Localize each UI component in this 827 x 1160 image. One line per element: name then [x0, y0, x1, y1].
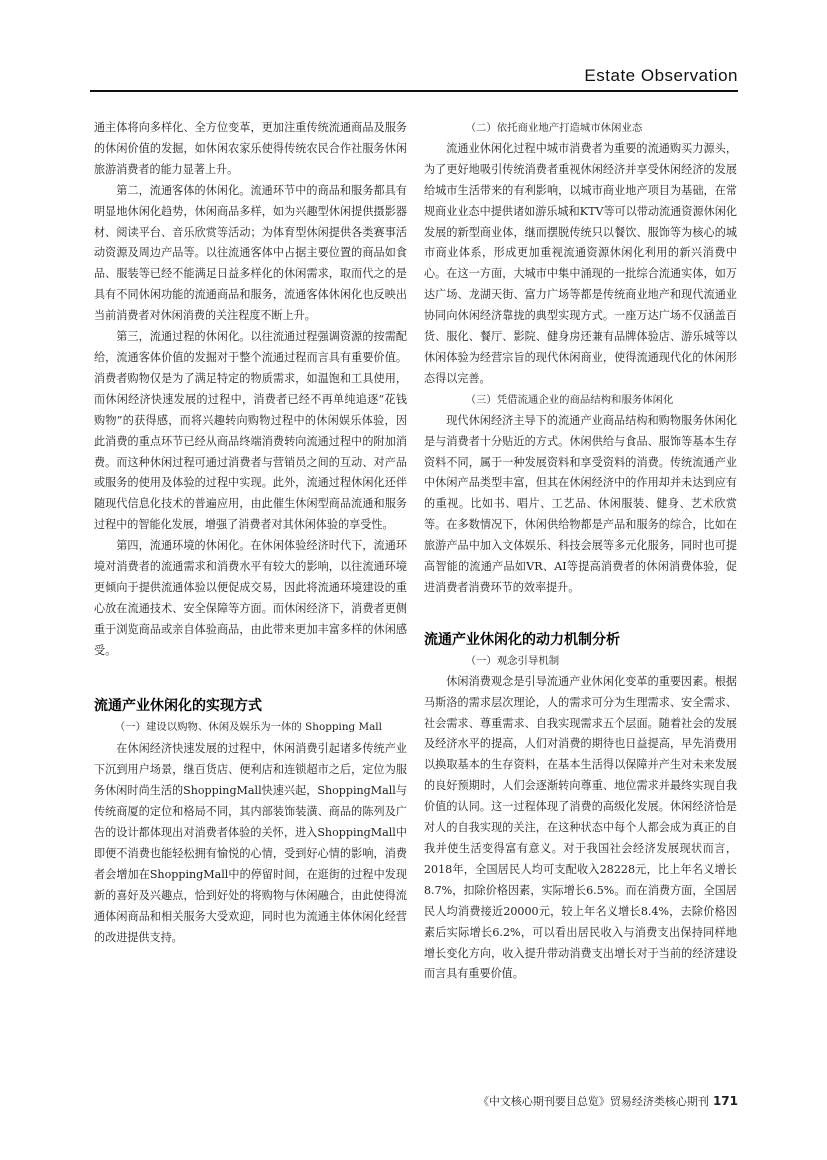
paragraph-flow-object: 第二，流通客体的休闲化。流通环节中的商品和服务都具有明显地休闲化趋势，休闲商品多样，如为兴趣型休闲提供摄影器材、阅读平台、音乐欣赏等活动；为体育型休闲提供各类赛事活动资源及周边产品等。以往流通客体中占据主要位置的商品如食品、服装等已经不能满足日益多样化的休闲需求，取而代之的是具有不同休闲功能的流通商品和服务，流通客体休闲化也反映出当前消费者对休闲消费的关注程度不断上升。: [94, 183, 407, 323]
journal-section-title: Estate Observation: [584, 66, 738, 85]
paragraph-shopping-mall: 在休闲经济快速发展的过程中，休闲消费引起诸多传统产业下沉到用户场景，继百货店、便利店和连锁超市之后，定位为服务休闲时尚生活的ShoppingMall快速兴起，ShoppingMall与传统商厦的定位和格局不同，其内部装饰装潢、商品的陈列及广告的设计都体现出对消费者体验的关怀，进入ShoppingMall中即便不消费也能轻松拥有愉悦的心情，受到好心情的影响，消费者会增加在ShoppingMall中的停留时间，在逛街的过程中发现新的喜好及兴趣点，恰到好处的将购物与休闲融合，由此使得流通体闲商品和相关服务大受欢迎，同时也为流通主体休闲化经营的改进提供支持。: [94, 742, 407, 944]
journal-citation: 《中文核心期刊要目总览》贸易经济类核心期刊: [477, 1095, 709, 1108]
paragraph-concept-guidance: 休闲消费观念是引导流通产业休闲化变革的重要因素。根据马斯洛的需求层次理论，人的需求可分为生理需求、安全需求、社会需求、尊重需求、自我实现需求五个层面。随着社会的发展及经济水平的提高，人们对消费的期待也日益提高，早先消费用以换取基本的生存资料，在基本生活得以保障并产生对未来发展的良好预期时，人们会逐渐转向尊重、地位需求并最终实现自我价值的认同。这一过程体现了消费的高级化发展。休闲经济恰是对人的自我实现的关注，在这种状态中每个人都会成为真正的自我并使生活变得富有意义。对于我国社会经济发展现状而言，2018年，全国居民人均可支配收入28228元，比上年名义增长8.7%，扣除价格因素，实际增长6.5%。而在消费方面，全国居民人均消费接近20000元，较上年名义增长8.4%，去除价格因素后实际增长6.2%，可以看出居民收入与消费支出保持同样地增长变化方向，收入提升带动消费支出增长对于当前的经济建设而言具有重要价值。: [424, 674, 737, 981]
subheading-concept-guidance: （一）观念引导机制: [465, 654, 560, 667]
paragraph-flow-process: 第三，流通过程的休闲化。以往流通过程强调资源的按需配给，流通客体价值的发掘对于整个流通过程而言具有重要价值。消费者购物仅是为了满足特定的物质需求，如温饱和工具使用，而休闲经济快速发展的过程中，消费者已经不再单纯追逐“花钱购物”的获得感，而将兴趣转向购物过程中的休闲娱乐体验，因此消费的重点环节已经从商品终端消费转向流通过程中的附加消费。而这种休闲过程可通过消费者与营销员之间的互动、对产品或服务的使用及体验的过程中实现。此外，流通过程休闲化还伴随现代信息化技术的普遍应用，由此催生休闲型商品流通和服务过程中的智能化发展，增强了消费者对其休闲体验的享受性。: [94, 330, 407, 532]
subheading-commercial-real-estate: （二）依托商业地产打造城市休闲业态: [465, 122, 643, 134]
paragraph-flow-environment: 第四，流通环境的休闲化。在休闲体验经济时代下，流通环境对消费者的流通需求和消费水平有较大的影响，以往流通环境更倾向于提供流通体验以便促成交易，因此将流通环境建设的重心放在流通技术、安全保障等方面。而休闲经济下，消费者更侧重于浏览商品或亲自体验商品，由此带来更加丰富多样的休闲感受。: [94, 539, 407, 657]
paragraph-continuation: 通主体将向多样化、全方位变革，更加注重传统流通商品及服务的休闲价值的发掘，如休闲农家乐使得传统农民合作社服务休闲旅游消费者的能力显著上升。: [94, 121, 407, 176]
section-heading-implementation: 流通产业休闲化的实现方式: [94, 697, 262, 714]
header-rule: [90, 90, 738, 92]
section-gap: [424, 599, 737, 629]
subheading-product-structure: （三）凭借流通企业的商品结构和服务体闲化: [465, 393, 674, 406]
paragraph-commercial-real-estate: 流通业休闲化过程中城市消费者为重要的流通购买力源头，为了更好地吸引传统消费者重视休闲经济并享受休闲经济的发展给城市生活带来的有利影响，以城市商业地产项目为基础，在常规商业业态中提供诸如游乐城和KTV等可以带动流通资源休闲化发展的新型商业体，继而摆脱传统只以餐饮、服饰等为核心的城市商业体系，形成更加重视流通资源休闲化利用的新兴消费中心。在这一方面，大城市中集中涌现的一批综合流通实体，如万达广场、龙湖天街、富力广场等都是传统商业地产和现代流通业协同向休闲经济靠拢的典型实现方式。一座万达广场不仅涵盖百货、服化、餐厅、影院、健身房还兼有品牌体验店、游乐城等以休闲体验为经营宗旨的现代休闲商业，使得流通现代化的休闲形态得以完善。: [424, 141, 737, 385]
section-heading-dynamics: 流通产业休闲化的动力机制分析: [424, 631, 620, 648]
subheading-shopping-mall: （一）建设以购物、休闲及娱乐为一体的 Shopping Mall: [114, 720, 382, 733]
left-column: [94, 118, 407, 949]
right-column: [424, 118, 737, 985]
section-gap: [94, 662, 407, 695]
paragraph-product-structure: 现代休闲经济主导下的流通产业商品结构和购物服务休闲化是与消费者十分贴近的方式。休闲供给与食品、服饰等基本生存资料不同，属于一种发展资料和享受资料的消费。传统流通产业中休闲产品类型丰富，但其在休闲经济中的作用却并未达到应有的重视。比如书、唱片、工艺品、休闲服装、健身、艺术欣赏等。在多数情况下，休闲供给物都是产品和服务的综合，比如在旅游产品中加入文体娱乐、科技会展等多元化服务，同时也可提高智能的流通产品如VR、AI等提高消费者的休闲消费体验，促进消费者消费环节的效率提升。: [424, 413, 737, 594]
page-footer: [478, 1093, 738, 1109]
page-number: 171: [712, 1094, 738, 1108]
